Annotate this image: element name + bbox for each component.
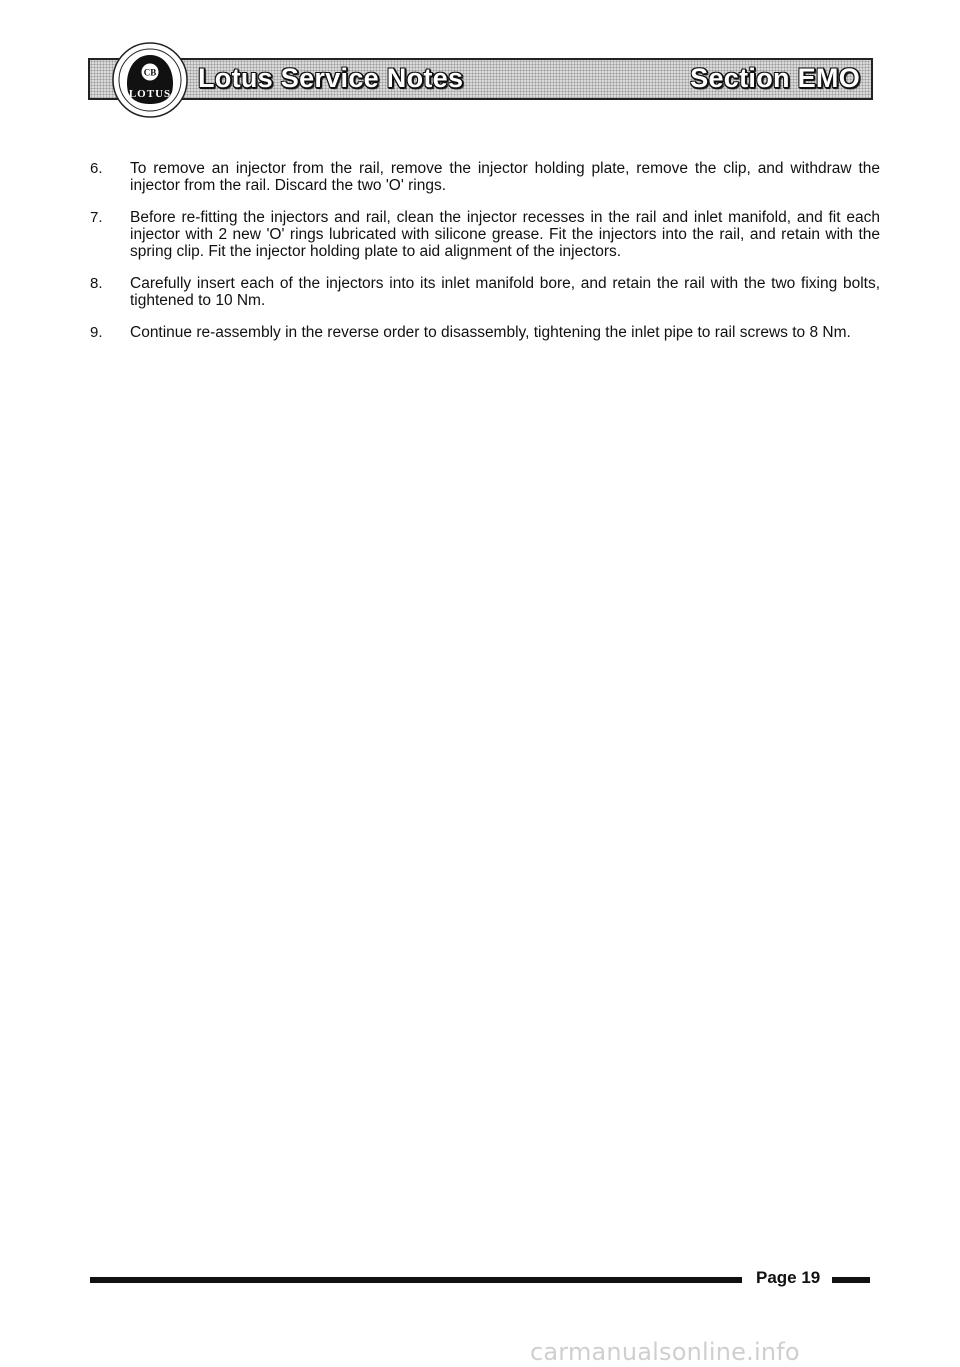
step-text: Continue re-assembly in the reverse order to disassembly, tightening the inlet pipe to rail screws to 8 Nm.	[130, 324, 851, 341]
step-item	[90, 160, 880, 194]
step-item	[90, 275, 880, 309]
page-number: Page 19	[756, 1268, 821, 1287]
step-number: 6.	[90, 160, 103, 177]
footer-rule	[90, 1277, 742, 1283]
step-text: Before re-fitting the injectors and rail, clean the injector recesses in the rail and inlet manifold, and fit each injector with 2 new 'O' rings lubricated with silicone grease. Fit the injectors into the rail, and retain with the spring clip. Fit the injector holding plate to aid alignment of the injectors.	[130, 209, 880, 260]
header-title: Lotus Service Notes	[198, 63, 464, 93]
step-number: 8.	[90, 275, 103, 292]
step-item	[90, 324, 880, 341]
step-item	[90, 209, 880, 260]
footer-rule-short	[832, 1277, 870, 1283]
lotus-logo-icon	[110, 40, 190, 120]
watermark: carmanualsonline.info	[530, 1338, 800, 1366]
svg-text:CB: CB	[143, 67, 157, 78]
procedure-steps	[90, 160, 880, 356]
step-number: 7.	[90, 209, 103, 226]
section-label: Section EMO	[690, 63, 860, 93]
step-text: Carefully insert each of the injectors into its inlet manifold bore, and retain the rail with the two fixing bolts, tightened to 10 Nm.	[130, 275, 880, 309]
step-number: 9.	[90, 324, 103, 341]
step-text: To remove an injector from the rail, remove the injector holding plate, remove the clip, and withdraw the injector from the rail. Discard the two 'O' rings.	[130, 160, 880, 194]
svg-text:LOTUS: LOTUS	[128, 88, 172, 100]
